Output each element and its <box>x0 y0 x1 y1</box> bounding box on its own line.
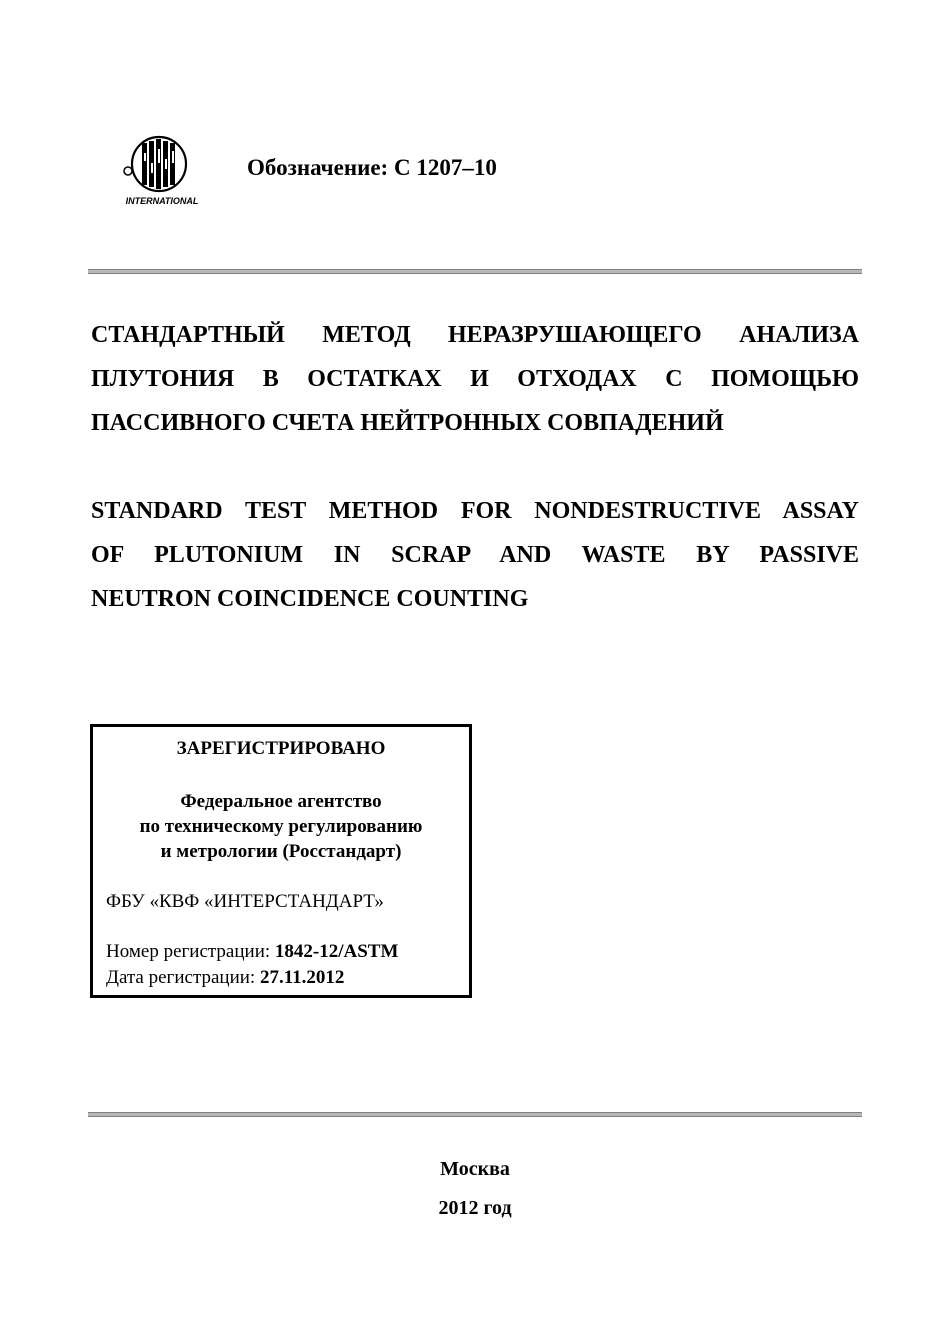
title-en-line-3: NEUTRON COINCIDENCE COUNTING <box>91 586 529 612</box>
registration-date <box>106 967 344 989</box>
title-ru-line-3: ПАССИВНОГО СЧЕТА НЕЙТРОННЫХ СОВПАДЕНИЙ <box>91 410 724 436</box>
bottom-divider <box>88 1112 862 1117</box>
agency-line-3: и метрологии (Росстандарт) <box>160 841 402 862</box>
agency-line-2: по техническому регулированию <box>139 816 423 837</box>
title-ru-line-1: СТАНДАРТНЫЙ МЕТОД НЕРАЗРУШАЮЩЕГО АНАЛИЗА <box>91 322 859 348</box>
registration-number <box>106 941 398 963</box>
registration-number-value: 1842-12/ASTM <box>274 941 399 962</box>
registration-date-label: Дата регистрации: <box>106 967 256 988</box>
document-designation: Обозначение: C 1207–10 <box>247 155 497 180</box>
top-divider <box>88 269 862 274</box>
logo-subtext: INTERNATIONAL <box>125 196 199 206</box>
astm-logo <box>118 133 204 209</box>
registration-date-value: 27.11.2012 <box>259 967 345 988</box>
agency-line-1: Федеральное агентство <box>180 791 382 812</box>
registration-number-label: Номер регистрации: <box>106 941 271 962</box>
title-english <box>91 489 859 621</box>
publication-year: 2012 год <box>438 1197 512 1219</box>
registration-agency <box>93 789 469 864</box>
title-en-line-1: STANDARD TEST METHOD FOR NONDESTRUCTIVE ASSAY <box>91 498 859 524</box>
title-en-line-2: OF PLUTONIUM IN SCRAP AND WASTE BY PASSIVE <box>91 542 859 568</box>
title-russian <box>91 313 859 445</box>
registration-organization: ФБУ «КВФ «ИНТЕРСТАНДАРТ» <box>106 891 384 912</box>
registration-stamp <box>90 724 472 998</box>
registration-heading: ЗАРЕГИСТРИРОВАНО <box>176 738 386 759</box>
publication-city: Москва <box>440 1158 510 1180</box>
title-ru-line-2: ПЛУТОНИЯ В ОСТАТКАХ И ОТХОДАХ С ПОМОЩЬЮ <box>91 366 859 392</box>
